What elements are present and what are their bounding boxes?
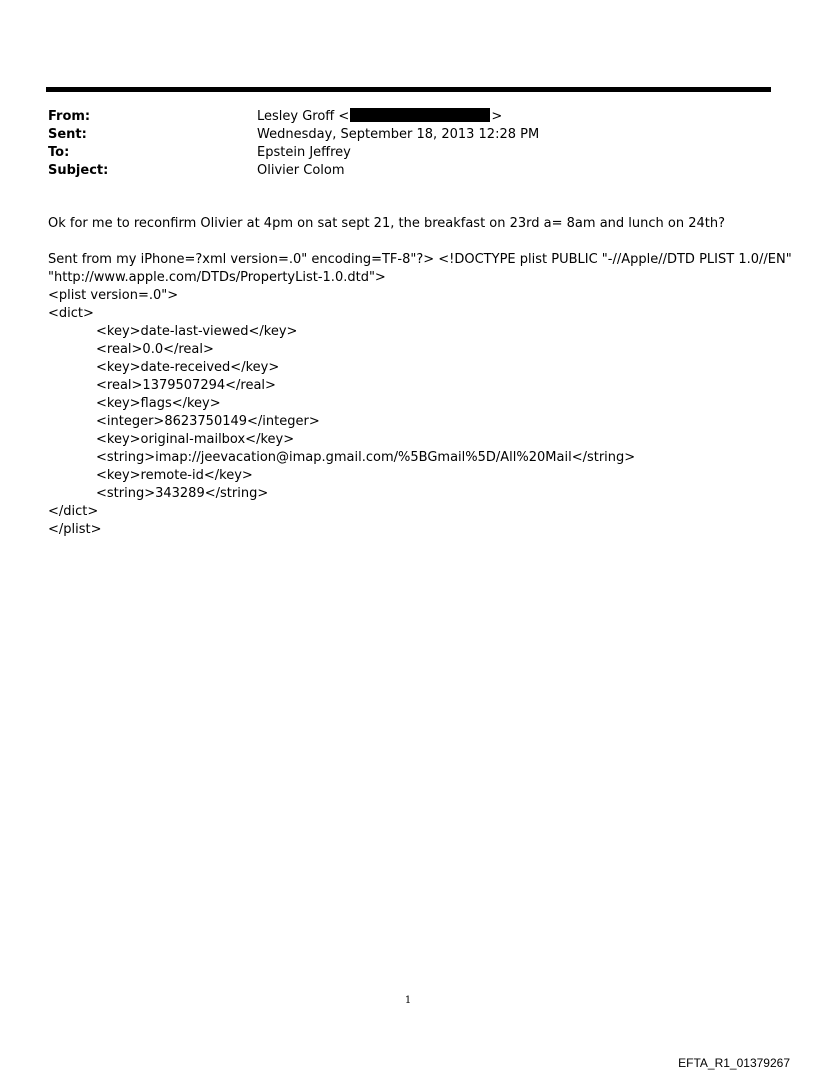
from-row (48, 108, 768, 126)
dict-line: <key>date-received</key> (96, 360, 280, 375)
email-body (48, 215, 792, 539)
plist-open-tag: <plist version=.0"> (48, 288, 179, 303)
dict-line: <string>imap://jeevacation@imap.gmail.com/%5BGmail%5D/All%20Mail</string> (96, 450, 636, 465)
dict-line: <key>flags</key> (96, 396, 221, 411)
page-number: 1 (404, 995, 412, 1006)
sent-row (48, 126, 768, 144)
dict-open-tag: <dict> (48, 306, 94, 321)
sender-name: Lesley Groff (257, 109, 335, 124)
from-label: From: (48, 109, 91, 124)
signature-line: Sent from my iPhone=?xml version=.0" encoding=TF-8"?> <!DOCTYPE plist PUBLIC "-//Apple//DTD PLIST 1.0//EN" (48, 252, 792, 267)
subject-row (48, 162, 768, 180)
subject-label: Subject: (48, 163, 109, 178)
dict-line: <key>original-mailbox</key> (96, 432, 295, 447)
message-text: Ok for me to reconfirm Olivier at 4pm on sat sept 21, the breakfast on 23rd a= 8am and lunch on 24th? (48, 216, 725, 231)
plist-close-tag: </plist> (48, 522, 102, 537)
bates-number: EFTA_R1_01379267 (678, 1056, 790, 1070)
redaction-box (350, 108, 490, 122)
subject-value: Olivier Colom (257, 163, 345, 178)
dict-close-tag: </dict> (48, 504, 99, 519)
sent-value: Wednesday, September 18, 2013 12:28 PM (257, 127, 540, 142)
email-close-bracket: > (491, 109, 503, 124)
dict-line: <integer>8623750149</integer> (96, 414, 320, 429)
from-value (257, 108, 768, 126)
to-value: Epstein Jeffrey (257, 145, 351, 160)
paragraph-spacer (48, 233, 768, 251)
dict-line: <key>remote-id</key> (96, 468, 253, 483)
to-label: To: (48, 145, 70, 160)
dict-line: <string>343289</string> (96, 486, 269, 501)
email-header (48, 108, 768, 180)
dict-line: <real>1379507294</real> (96, 378, 276, 393)
sent-label: Sent: (48, 127, 87, 142)
to-row (48, 144, 768, 162)
dict-line: <key>date-last-viewed</key> (96, 324, 298, 339)
dict-line: <real>0.0</real> (96, 342, 214, 357)
dtd-line: "http://www.apple.com/DTDs/PropertyList-1.0.dtd"> (48, 270, 386, 285)
email-open-bracket: < (338, 109, 350, 124)
header-divider (46, 87, 771, 92)
